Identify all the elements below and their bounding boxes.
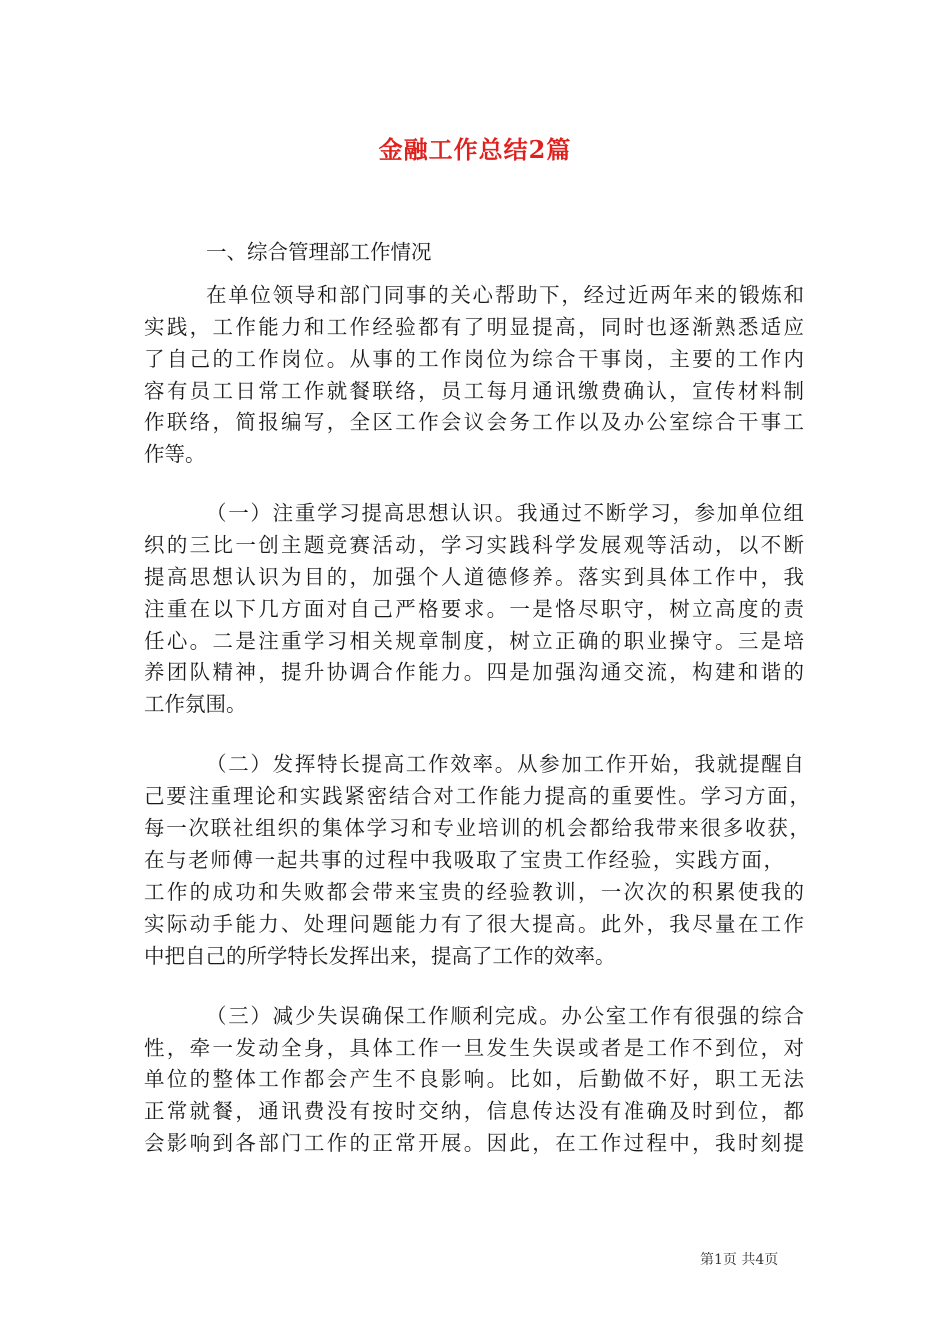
page-number: 第1页 共4页 [700,1252,779,1268]
body-line: （三）减少失误确保工作顺利完成。办公室工作有很强的综合 [206,1004,804,1028]
body-line: 注重在以下几方面对自己严格要求。一是恪尽职守，树立高度的责 [144,597,804,621]
body-line: 己要注重理论和实践紧密结合对工作能力提高的重要性。学习方面， [144,784,810,808]
body-line: 织的三比一创主题竞赛活动，学习实践科学发展观等活动，以不断 [144,533,804,557]
body-line: 作等。 [144,442,206,466]
body-line: 工作的成功和失败都会带来宝贵的经验教训，一次次的积累使我的 [144,880,804,904]
body-line: 任心。二是注重学习相关规章制度，树立正确的职业操守。三是培 [144,629,804,653]
body-line: （一）注重学习提高思想认识。我通过不断学习，参加单位组 [206,501,804,525]
body-line: 容有员工日常工作就餐联络，员工每月通讯缴费确认，宣传材料制 [144,379,804,403]
body-line: 提高思想认识为目的，加强个人道德修养。落实到具体工作中，我 [144,565,804,589]
page-title: 金融工作总结2篇 [378,135,572,164]
body-line: 单位的整体工作都会产生不良影响。比如，后勤做不好，职工无法 [144,1067,804,1091]
body-line: 养团队精神，提升协调合作能力。四是加强沟通交流，构建和谐的 [144,660,804,684]
body-line: 在与老师傅一起共事的过程中我吸取了宝贵工作经验，实践方面， [144,848,784,872]
body-line: （二）发挥特长提高工作效率。从参加工作开始，我就提醒自 [206,752,804,776]
body-line: 会影响到各部门工作的正常开展。因此，在工作过程中，我时刻提 [144,1131,804,1155]
body-line: 中把自己的所学特长发挥出来，提高了工作的效率。 [144,944,616,968]
body-line: 性，牵一发动全身，具体工作一旦发生失误或者是工作不到位，对 [144,1036,804,1060]
body-line: 实际动手能力、处理问题能力有了很大提高。此外，我尽量在工作 [144,912,804,936]
body-line: 实践，工作能力和工作经验都有了明显提高，同时也逐渐熟悉适应 [144,315,804,339]
body-line: 作联络，简报编写，全区工作会议会务工作以及办公室综合干事工 [144,410,804,434]
section-heading: 一、综合管理部工作情况 [206,240,432,264]
body-line: 每一次联社组织的集体学习和专业培训的机会都给我带来很多收获， [144,816,810,840]
body-line: 了自己的工作岗位。从事的工作岗位为综合干事岗，主要的工作内 [144,347,804,371]
body-line: 在单位领导和部门同事的关心帮助下，经过近两年来的锻炼和 [206,283,804,307]
body-line: 工作氛围。 [144,692,247,716]
body-line: 正常就餐，通讯费没有按时交纳，信息传达没有准确及时到位，都 [144,1099,804,1123]
